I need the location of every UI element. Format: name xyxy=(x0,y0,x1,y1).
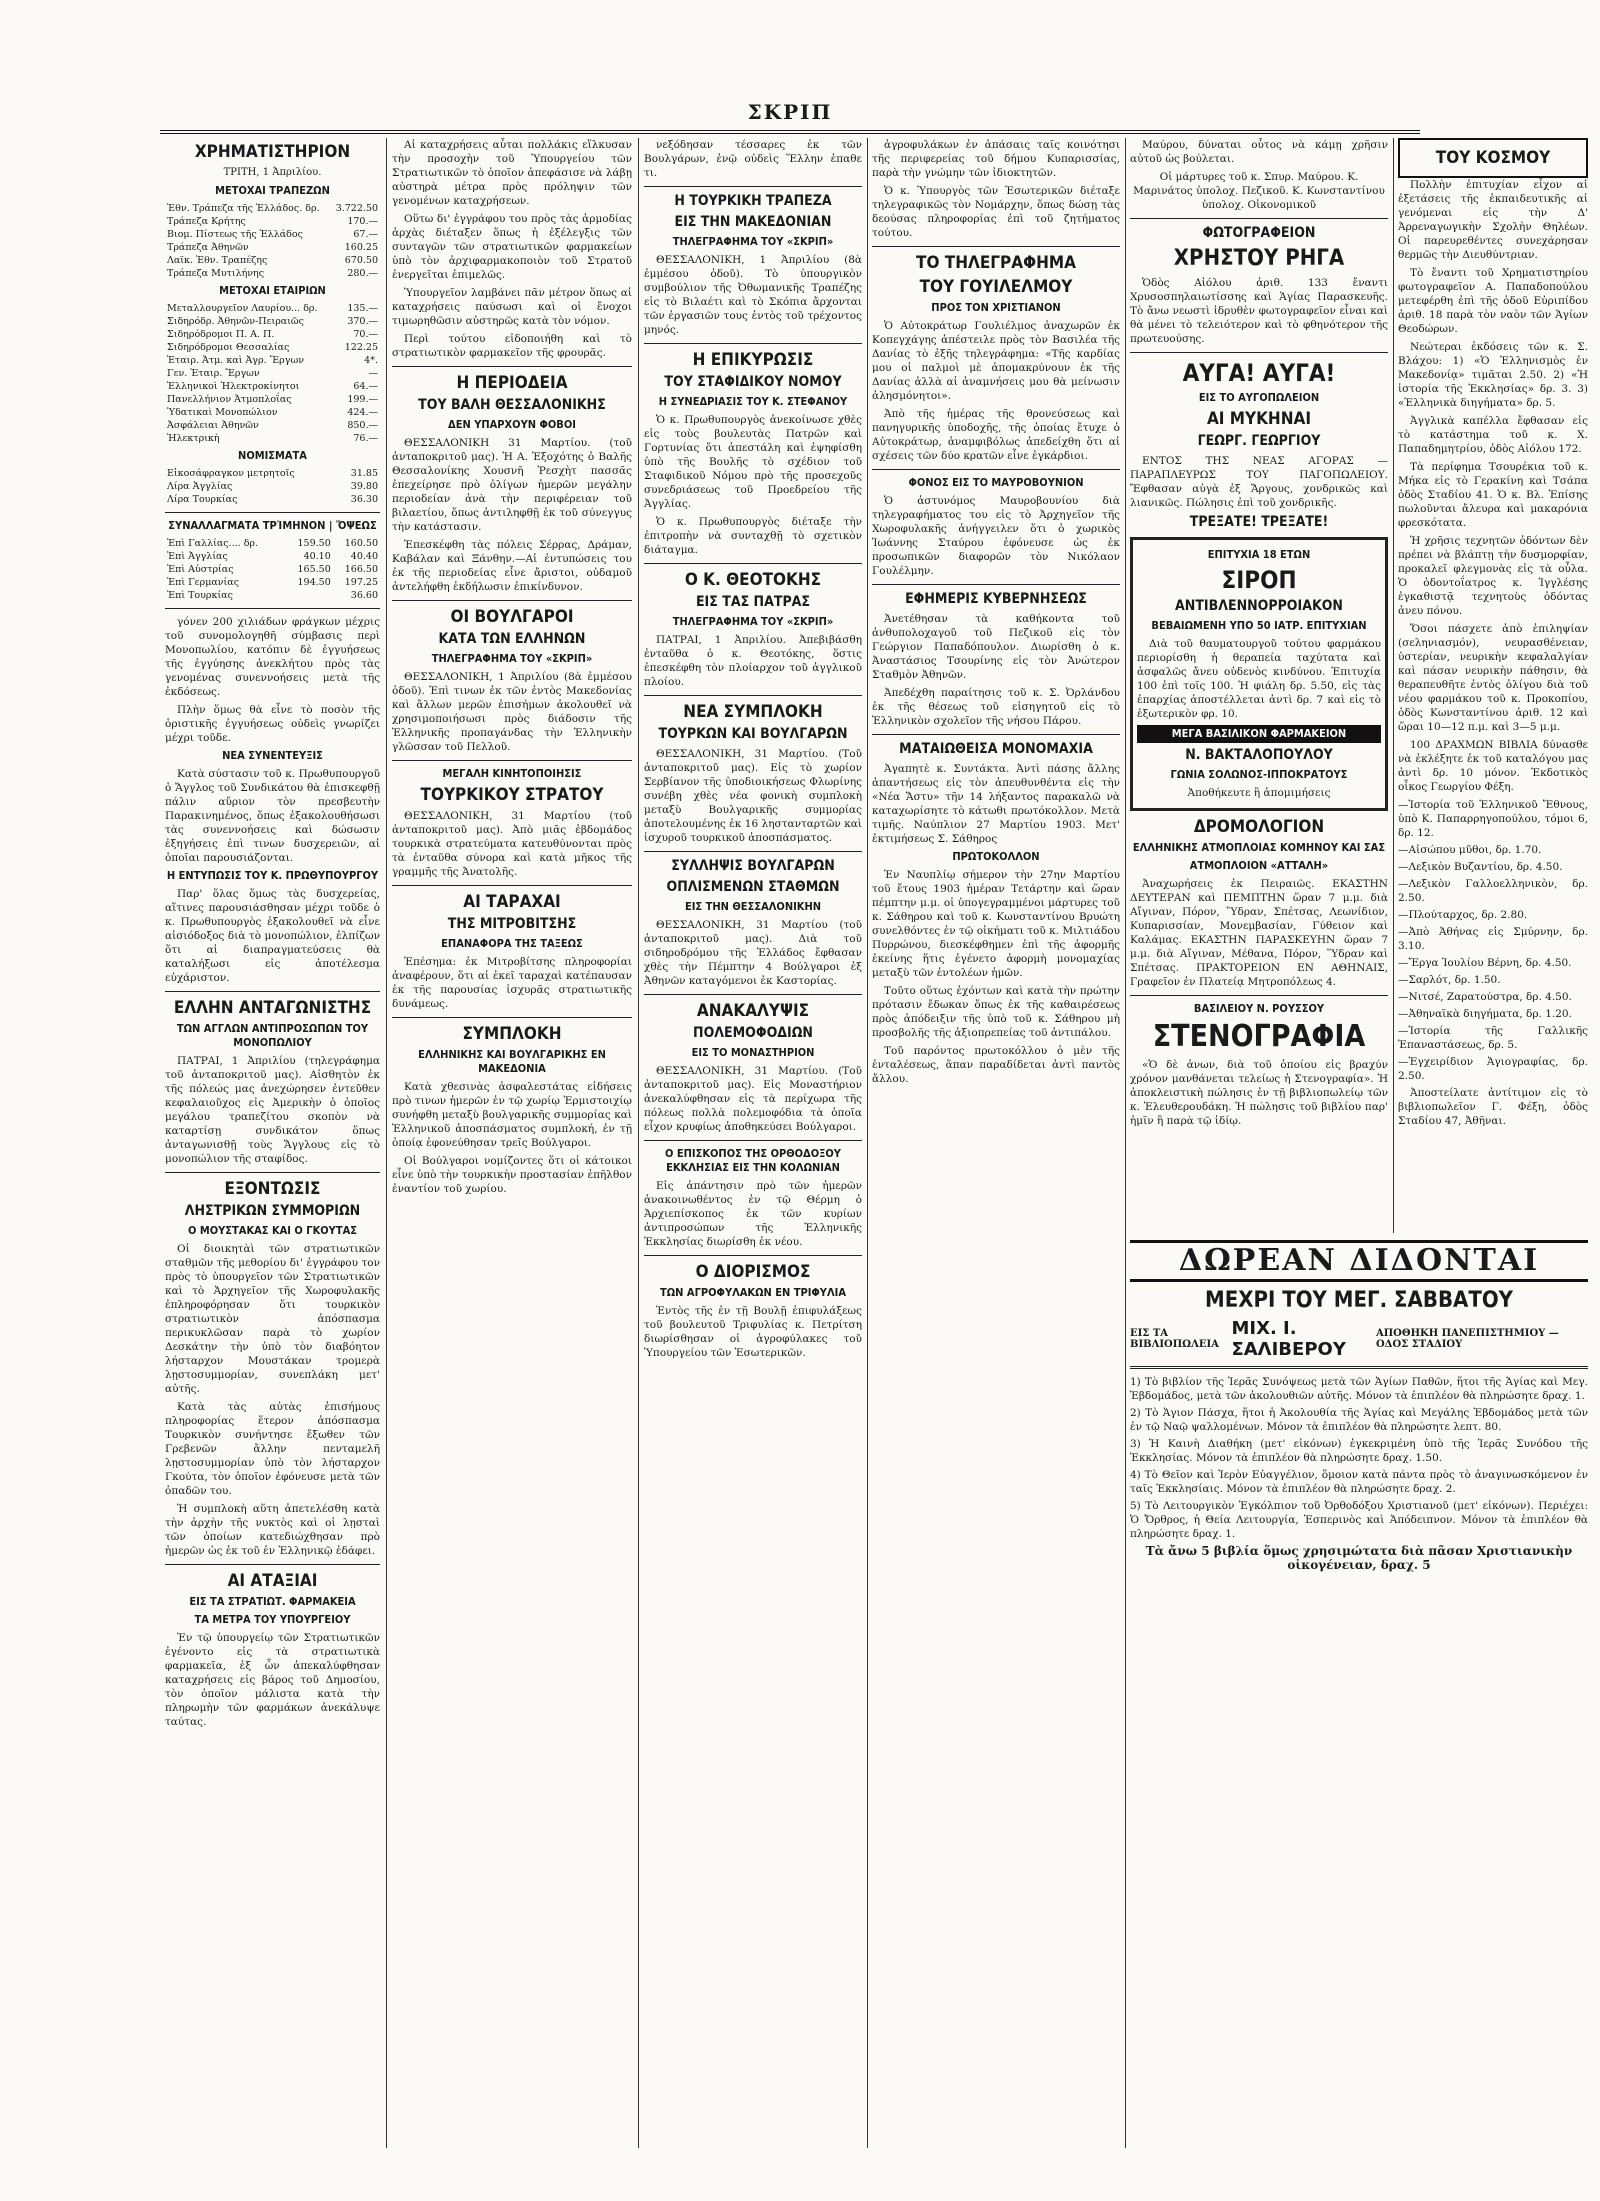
column-divider xyxy=(867,138,868,2148)
table-row xyxy=(165,393,380,406)
column-4 xyxy=(872,138,1120,2158)
section-heading: ΑΝΑΚΑΛΥΨΙΣ xyxy=(696,1001,810,1021)
coins-table xyxy=(165,467,380,506)
section-heading: Ο ΔΙΟΡΙΣΜΟΣ xyxy=(695,1262,811,1282)
row-value: 135.— xyxy=(347,303,378,314)
section-heading: ΦΟΝΟΣ ΕΙΣ ΤΟ ΜΑΥΡΟΒΟΥΝΙΟΝ xyxy=(908,476,1084,489)
section-heading: ΜΕΓΑΛΗ ΚΙΝΗΤΟΠΟΙΗΣΙΣ xyxy=(442,767,582,780)
row-value: 199.— xyxy=(347,394,378,405)
section-heading: ΕΛΛΗΝ ΑΝΤΑΓΩΝΙΣΤΗΣ xyxy=(173,998,372,1018)
market-title: ΧΡΗΜΑΤΙΣΤΗΡΙΟΝ xyxy=(194,142,351,162)
article-text: Νεώτεραι ἐκδόσεις τῶν κ. Σ. Βλάχου: 1) «Ὁ Ἐλληνισμὸς ἐν Μακεδονίᾳ» τιμᾶται 2.50. 2) «Ἡ ἱστορία τῆς Ἐκκλησίας» δρ. 3. 3) «Ἑλληνικὰ διηγήματα» δρ. 5. xyxy=(1398,341,1588,409)
ad-subheading: ΑΝΤΙΒΛΕΝΝΟΡΡΟΙΑΚΟΝ xyxy=(1175,598,1343,614)
section-subheading: ΤΩΝ ΑΓΓΛΩΝ ΑΝΤΙΠΡΟΣΩΠΩΝ ΤΟΥ ΜΟΝΟΠΩΛΙΟΥ xyxy=(176,1022,369,1049)
list-item: —Πλούταρχος, δρ. 2.80. xyxy=(1398,909,1528,921)
article-text: Κατὰ σύστασιν τοῦ κ. Πρωθυπουργοῦ ὁ Ἄγγλος τοῦ Συνδικάτου θὰ ἐπισκεφθῇ πάλιν αὔριον τὸν πρεσβευτὴν Παρακινημένος, ὅπως ἐξακολουθήσωσι τὰς συνεννοήσεις καὶ δώσωσιν ἐξηγήσεις ἐπὶ τινων δυσχερειῶν, αἱ ὁποῖαι παρουσιάζονται. xyxy=(165,768,380,864)
column-divider xyxy=(1393,138,1394,1233)
article-text: Κατὰ τὰς αὐτὰς ἐπισήμους πληροφορίας ἕτερον ἀπόσπασμα Τουρκικὸν συνήντησε ἔξωθεν τῶν Γρεβενῶν ἄλλην πενταμελῆ λῃστοσυμμορίαν ὑπὸ τὸν λήσταρχον Γκούτα, τὸν ὁποῖον ἐφόνευσε μετὰ τῶν ὀπαδῶν του. xyxy=(165,1401,380,1497)
section-subheading: Η ΣΥΝΕΔΡΙΑΣΙΣ ΤΟΥ Κ. ΣΤΕΦΑΝΟΥ xyxy=(658,395,848,408)
row-value xyxy=(286,589,333,602)
ad-publisher: ΜΙΧ. Ι. ΣΑΛΙΒΕΡΟΥ xyxy=(1231,1318,1346,1360)
article-text: Ἡ συμπλοκὴ αὕτη ἀπετελέσθη κατὰ τὴν ἀρχὴν τῆς νυκτὸς καὶ οἱ λῃσταὶ τῶν ὁποίων κατεδιώχθησαν πρὸ ἡμερῶν ὡς ἐκ τοῦ ἐν Ἑλληνικῷ ἐδάφει. xyxy=(165,1503,380,1557)
column-divider xyxy=(1125,138,1126,2148)
table-row xyxy=(165,537,380,550)
list-item: —Αἰσώπου μῦθοι, δρ. 1.70. xyxy=(1398,844,1542,856)
ad-subheading: ΕΛΛΗΝΙΚΗΣ ΑΤΜΟΠΛΟΙΑΣ ΚΟΜΗΝΟΥ ΚΑΙ ΣΑΣ xyxy=(1132,841,1386,854)
article-text: Ἡ χρῆσις τεχνητῶν ὀδόντων δὲν πρέπει νὰ βλάπτῃ τὴν δυσμορφίαν, προκαλεῖ φλεγμονὰς εἰς τὰ οὖλα. Ὁ ὀδοντοΐατρος κ. Ἰγγλέσης ἐγκαθιστᾷ τεχνητοὺς ὀδόντας ἀνευ πόνου. xyxy=(1398,535,1588,617)
table-row xyxy=(165,341,380,354)
section-subheading: ΤΟΥ ΓΟΥΙΛΕΛΜΟΥ xyxy=(919,277,1073,297)
ad-subheading: ΑΙ ΜΥΚΗΝΑΙ xyxy=(1206,409,1312,429)
row-value: 166.50 xyxy=(344,564,378,575)
section-subheading: ΕΛΛΗΝΙΚΗΣ ΚΑΙ ΒΟΥΛΓΑΡΙΚΗΣ ΕΝ ΜΑΚΕΔΟΝΙΑ xyxy=(418,1048,606,1075)
section-heading: Η ΕΠΙΚΥΡΩΣΙΣ xyxy=(692,350,814,370)
section-heading: Ο Κ. ΘΕΟΤΟΚΗΣ xyxy=(684,570,822,590)
table-row xyxy=(165,202,380,215)
row-value: 280.— xyxy=(347,268,378,279)
row-value: 36.60 xyxy=(350,590,378,601)
section-subheading: ΕΠΑΝΑΦΟΡΑ ΤΗΣ ΤΑΞΕΩΣ xyxy=(441,937,583,950)
column-5 xyxy=(1130,138,1388,1228)
row-label: Ἀσφάλειαι Ἀθηνῶν xyxy=(167,420,259,431)
table-row xyxy=(165,576,380,589)
article-text: ΘΕΣΣΑΛΟΝΙΚΗ, 31 Μαρτίου (τοῦ ἀνταποκριτοῦ μας). Διὰ τοῦ σιδηροδρόμου τῆς Ἑλλάδος ἔφθασαν χθὲς τὴν Πέμπτην 4 Βούλγαροι ἐξ Ἀθηνῶν καταγόμενοι ἐκ Καστορίας. xyxy=(644,919,862,987)
section-subheading: ΤΗΣ ΜΙΤΡΟΒΙΤΣΗΣ xyxy=(447,916,577,932)
ad-subheading: ΕΙΣ ΤΟ ΑΥΓΟΠΩΛΕΙΟΝ xyxy=(1198,391,1320,404)
row-label: Σιδηρόδρομοι Θεσσαλίας xyxy=(167,342,290,353)
ad-subheading: ΕΠΙΤΥΧΙΑ 18 ΕΤΩΝ xyxy=(1207,548,1311,561)
row-value: 40.10 xyxy=(303,551,331,562)
table-row xyxy=(165,267,380,280)
article-text: Ὅσοι πάσχετε ἀπὸ ἐπιληψίαν (σεληνιασμόν), νευρασθένειαν, ὑστερίαν, νευρικὴν κεφαλαλγίαν καὶ πάσαν νευρικὴν πάθησιν, θὰ θεραπευθῆτε ἐντὸς ὀλίγου διὰ τοῦ νέου φαρμάκου τοῦ κ. Προκοπίου, ὁδὸς Κωνσταντίνου ἀριθ. 12 καὶ ὥραι 10—12 π.μ. καὶ 3—5 μ.μ. xyxy=(1398,623,1588,733)
article-text: Τοῦτο οὕτως ἐχόντων καὶ κατὰ τὴν πρώτην πρότασιν ἔδωκαν ὅπως ἐκ τῆς καθαιρέσεως πρὸς ἀπόδειξιν τῆς ὑπὸ τοῦ κ. Σάθηρου μὴ προσβολῆς τῆς ἀξιοπρεπείας τοῦ ἀντιπάλου. xyxy=(872,985,1120,1039)
banks-table xyxy=(165,202,380,280)
section-subheading: ΕΙΣ ΤΗΝ ΜΑΚΕΔΟΝΙΑΝ xyxy=(674,214,832,230)
article-text: Ἐπεσκέφθη τὰς πόλεις Σέρρας, Δράμαν, Καβάλαν καὶ Ξάνθην.—Αἱ ἐντυπώσεις του ἐκ τῆς περιοδείας εἶνε ἄριστοι, οὐδαμοῦ ἀντελήφθη ἐκδήλωσιν ἐπικίνδυνον. xyxy=(392,539,632,593)
ad-heading: ΔΩΡΕΑΝ ΔΙΔΟΝΤΑΙ xyxy=(1130,1240,1588,1282)
section-heading: ΟΙ ΒΟΥΛΓΑΡΟΙ xyxy=(450,607,574,627)
masthead-title: ΣΚΡΙΠ xyxy=(747,100,833,124)
article-text: Ὑπουργεῖον λαμβάνει πᾶν μέτρον ὅπως αἱ καταχρήσεις παύσωσι καὶ οἱ ἔνοχοι τιμωρηθῶσιν αὐστηρῶς κατὰ τὸν νόμον. xyxy=(392,287,632,327)
article-text: Οἱ Βούλγαροι νομίζοντες ὅτι οἱ κάτοικοι εἶνε ὑπὸ τὴν τουρκικὴν προστασίαν ἐπῆλθον ἐναντίον τοῦ χωρίου. xyxy=(392,1155,632,1195)
section-heading: ΝΕΑ ΣΥΜΠΛΟΚΗ xyxy=(683,702,823,722)
row-label: Τράπεζα Κρήτης xyxy=(167,216,246,227)
section-subheading: ΠΡΩΤΟΚΟΛΛΟΝ xyxy=(952,850,1040,863)
section-subheading: ΤΟΥ ΣΤΑΦΙΔΙΚΟΥ ΝΟΜΟΥ xyxy=(664,374,842,390)
table-row xyxy=(165,493,380,506)
table-row xyxy=(165,380,380,393)
article-text: Μαύρου, δύναται οὗτος νὰ κάμῃ χρῆσιν αὐτοῦ ὡς βούλεται. xyxy=(1130,139,1388,165)
section-heading: ΣΥΜΠΛΟΚΗ xyxy=(462,1024,562,1044)
row-label: Ἐπὶ Γερμανίας xyxy=(167,577,240,588)
banks-heading: ΜΕΤΟΧΑΙ ΤΡΑΠΕΖΩΝ xyxy=(215,184,330,197)
section-subheading: Ο ΜΟΥΣΤΑΚΑΣ ΚΑΙ Ο ΓΚΟΥΤΑΣ xyxy=(187,1224,358,1237)
ad-subheading: ΓΩΝΙΑ ΣΟΛΩΝΟΣ-ΙΠΠΟΚΡΑΤΟΥΣ xyxy=(1170,768,1348,781)
list-item: —Ἱστορία τῆς Γαλλικῆς Ἐπαναστάσεως, δρ. 5. xyxy=(1398,1025,1588,1051)
section-subheading: ΕΙΣ ΤΑΣ ΠΑΤΡΑΣ xyxy=(695,594,811,610)
section-subheading: ΚΑΤΑ ΤΩΝ ΕΛΛΗΝΩΝ xyxy=(438,631,586,647)
article-text: Τοῦ παρόντος πρωτοκόλλου ὁ μὲν τῆς ἐνταλέσεως, ἅπαν παραδίδεται ἀντὶ παντὸς ἄλλου. xyxy=(872,1045,1120,1085)
book-list xyxy=(1398,798,1588,1083)
row-value: 40.40 xyxy=(350,551,378,562)
ad-heading: ΧΡΗΣΤΟΥ ΡΗΓΑ xyxy=(1173,246,1345,271)
section-heading: ΝΕΑ ΣΥΝΕΝΤΕΥΞΙΣ xyxy=(222,749,323,762)
article-text: Ἀγαπητὲ κ. Συντάκτα. Ἀντὶ πάσης ἄλλης ἀπαντήσεως εἰς τὸν ἀπευθυνθέντα εἰς τὴν «Νέα Ἄστυ» τῆν 14 λήξαντος παρακαλῶ νὰ καταχωρίσητε τὸ κάτωθι πρωτόκολλον. Μετὰ τιμῆς. Ναύπλιον 27 Μαρτίου 1903. Μετ' ἐκτιμήσεως Σ. Σάθηρος xyxy=(872,763,1120,845)
table-row xyxy=(165,467,380,480)
article-text: Ἀγγλικὰ καπέλλα ἔφθασαν εἰς τὸ κατάστημα τοῦ κ. Χ. Παπαδημητρίου, ὁδὸς Αἰόλου 172. xyxy=(1398,415,1588,455)
section-subheading: ΤΟΥΡΚΙΚΟΥ ΣΤΡΑΤΟΥ xyxy=(420,785,604,805)
article-text: Κατὰ χθεσινὰς ἀσφαλεστάτας εἰδήσεις πρὸ τινων ἡμερῶν ἐν τῷ χωρίῳ Ἐρμιστοιχίῳ συνήφθη μεταξὺ βουλγαρικῆς συμμορίας καὶ Ἑλληνικοῦ ἀποσπάσματος συμπλοκή, ἐν τῇ ὁποίᾳ ἐφονεύθησαν τρεῖς Βούλγαροι. xyxy=(392,1081,632,1149)
section-heading: ΤΟ ΤΗΛΕΓΡΑΦΗΜΑ xyxy=(916,253,1076,273)
column-divider xyxy=(386,138,387,2148)
list-item: 4) Τὸ Θεῖον καὶ Ἱερὸν Εὐαγγέλιον, ὅμοιον κατὰ πάντα πρὸς τὸ ἀναγινωσκόμενον ἐν ταῖς Ἐκκλησίαις. Μόνον τὰ ἐπιπλέον θὰ πληρώσητε δραχ. 2. xyxy=(1130,1469,1588,1495)
table-row xyxy=(165,589,380,602)
section-heading: ΣΥΛΛΗΨΙΣ ΒΟΥΛΓΑΡΩΝ xyxy=(671,858,835,874)
article-text: Ἀπὸ τῆς ἡμέρας τῆς θρονεύσεως καὶ πανηγυρικῆς ὑποδοχῆς, τῆς ὁποίας ἔτυχε ὁ Αὐτοκράτωρ, ἀναμφιβόλως ἀπεδείχθη ὅτι αἱ σχέσεις τῶν δύο κρατῶν εἶνε ἐγκάρδιοι. xyxy=(872,408,1120,462)
table-row xyxy=(165,550,380,563)
market-date: ΤΡΙΤΗ, 1 Ἀπριλίου. xyxy=(223,167,322,178)
section-subheading: ΤΗΛΕΓΡΑΦΗΜΑ ΤΟΥ «ΣΚΡΙΠ» xyxy=(672,235,834,248)
list-item: 3) Ἡ Καινὴ Διαθήκη (μετ' εἰκόνων) ἐγκεκριμένη ὑπὸ τῆς Ἱερᾶς Συνόδου τῆς Ἐκκλησίας. Μόνον τὰ ἐπιπλέον θὰ πληρώσητε δραχ. 1.50. xyxy=(1130,1438,1588,1464)
section-subheading: ΠΡΟΣ ΤΟΝ ΧΡΙΣΤΙΑΝΟΝ xyxy=(931,301,1061,314)
row-label: Ἐπὶ Ἀγγλίας xyxy=(167,551,228,562)
section-subheading: ΤΩΝ ΑΓΡΟΦΥΛΑΚΩΝ ΕΝ ΤΡΙΦΥΛΙΑ xyxy=(660,1286,846,1299)
section-subheading: ΕΙΣ ΤΑ ΣΤΡΑΤΙΩΤ. ΦΑΡΜΑΚΕΙΑ xyxy=(189,1595,356,1608)
companies-table xyxy=(165,302,380,445)
table-row xyxy=(165,254,380,267)
section-heading: ΤΟΥ ΚΟΣΜΟΥ xyxy=(1435,148,1551,168)
ad-text: Ἀποθήκευτε ἢ ἀπομιμήσεις xyxy=(1187,787,1331,799)
section-subheading: ΛΗΣΤΡΙΚΩΝ ΣΥΜΜΟΡΙΩΝ xyxy=(184,1203,361,1219)
column-6 xyxy=(1398,138,1588,1228)
ad-syrup-box xyxy=(1130,537,1388,811)
section-subheading: ΤΗΛΕΓΡΑΦΗΜΑ ΤΟΥ «ΣΚΡΙΠ» xyxy=(672,615,834,628)
table-row xyxy=(165,480,380,493)
list-item: —Ἐγχειρίδιον Ἁγιογραφίας, δρ. 2.50. xyxy=(1398,1056,1588,1082)
row-label: Ἐθν. Τράπεζα τῆς Ἑλλάδος. δρ. xyxy=(167,203,320,214)
section-subheading: ΤΗΛΕΓΡΑΦΗΜΑ ΤΟΥ «ΣΚΡΙΠ» xyxy=(431,652,593,665)
row-value: 850.— xyxy=(347,420,378,431)
section-subheading: ΕΙΣ ΤΗΝ ΘΕΣΣΑΛΟΝΙΚΗΝ xyxy=(684,900,822,913)
companies-heading: ΜΕΤΟΧΑΙ ΕΤΑΙΡΙΩΝ xyxy=(219,284,326,297)
list-item: 1) Τὸ βιβλίον τῆς Ἱερᾶς Συνόψεως μετὰ τῶν Ἁγίων Παθῶν, ἥτοι τῆς Ἁγίας καὶ Μεγ. Ἑβδομάδος, μετὰ τῶν ἀκολουθιῶν αὐτῆς. Μόνον τὰ ἐπιπλέον θὰ πληρώσητε δραχ. 1. xyxy=(1130,1376,1588,1402)
row-label: Σιδηρόδρ. Ἀθηνῶν-Πειραιῶς xyxy=(167,316,305,327)
list-item: 2) Τὸ Ἁγιον Πάσχα, ἥτοι ἡ Ἀκολουθία τῆς Ἁγίας καὶ Μεγάλης Ἑβδομάδος μετὰ τῶν ἐν τῷ Ναῷ ψαλλομένων. Μόνον τὰ ἐπιπλέον θὰ πληρώσητε λεπτ. 80. xyxy=(1130,1407,1588,1433)
table-row xyxy=(165,367,380,380)
article-text: 100 ΔΡΑΧΜΩΝ ΒΙΒΛΙΑ δύνασθε νὰ ἐκλέξητε ἐκ τοῦ καταλόγου μας ἀντὶ δρ. 10 μόνον. Ἐκδοτικὸς οἶκος Γεωργίου Φέξη. xyxy=(1398,739,1588,793)
section-subheading: ΤΑ ΜΕΤΡΑ ΤΟΥ ΥΠΟΥΡΓΕΙΟΥ xyxy=(194,1613,351,1626)
column-2 xyxy=(392,138,632,2158)
row-label: Ἐπὶ Τουρκίας xyxy=(167,590,233,601)
row-label: Ἑλληνικοὶ Ἠλεκτροκίνητοι xyxy=(167,381,300,392)
article-text: Αἱ καταχρήσεις αὗται πολλάκις εἵλκυσαν τὴν προσοχὴν τοῦ Ὑπουργείου τῶν Στρατιωτικῶν τὸ ὁποῖον ἀπεφάσισε νὰ λάβῃ αὐστηρὰ μέτρα πρὸς πρόληψιν τῶν γενομένων καταχρήσεων. xyxy=(392,139,632,207)
article-text: ΠΑΤΡΑΙ, 1 Ἀπριλίου. Ἀπεβιβάσθη ἐνταῦθα ὁ κ. Θεοτόκης, ὅστις ἐπεσκέφθη τὸν πλοίαρχον τοῦ ἀγγλικοῦ πλοίου. xyxy=(644,634,862,688)
row-value: 194.50 xyxy=(297,577,331,588)
row-value: 370.— xyxy=(347,316,378,327)
article-text: Ὁ κ. Πρωθυπουργὸς ἀνεκοίνωσε χθὲς εἰς τοὺς βουλευτὰς Πατρῶν καὶ Γορτυνίας ὅτι ἀπεστάλη καὶ ἐψηφίσθη ὑπὸ τῆς Βουλῆς τὸ σχέδιον τοῦ Σταφιδικοῦ Νόμου πρὸ τῆς προσεχοῦς συνεδριάσεως τοῦ Προεδρείου τῆς Ἀγγλίας. xyxy=(644,414,862,510)
row-value: 64.— xyxy=(353,381,378,392)
row-label: Ἐπὶ Αὐστρίας xyxy=(167,564,234,575)
article-text: ΘΕΣΣΑΛΟΝΙΚΗ, 1 Ἀπριλίου (8ὰ ἐμμέσου ὁδοῦ). Τὸ ὑπουργικὸν συμβούλιον τῆς Ὀθωμανικῆς Τραπέζης εἰς τὸ Βιλαέτι καὶ τὸ Σκόπια ἄρχονται τῶν ἐργασιῶν τους ἐντὸς τοῦ τρέχοντος μηνός. xyxy=(644,254,862,336)
row-label: Εἰκοσάφραγκον μετρητοῖς xyxy=(167,468,295,479)
row-value: 197.25 xyxy=(344,577,378,588)
section-heading: ΜΑΤΑΙΩΘΕΙΣΑ ΜΟΝΟΜΑΧΙΑ xyxy=(899,741,1093,757)
ad-subheading: ΜΕΧΡΙ ΤΟΥ ΜΕΓ. ΣΑΒΒΑΤΟΥ xyxy=(1205,1288,1513,1313)
ad-byline-left: ΕΙΣ ΤΑ ΒΙΒΛΙΟΠΩΛΕΙΑ xyxy=(1130,1328,1219,1350)
ad-text: Διὰ τοῦ θαυματουργοῦ τούτου φαρμάκου περιορίσθη ἡ θεραπεία ταχύτατα καὶ ἀσφαλῶς ἄνευ οὐδενὸς κινδύνου. Ἐπιτυχία 100 ἐπὶ τοῖς 100. Ἡ φιάλη δρ. 5.50, εἰς τὰς ἐπαρχίας ἀποστέλλεται ἀντὶ δρ. 7 καὶ εἰς τὸ ἐξωτερικὸν φρ. 10. xyxy=(1137,638,1381,720)
article-text: Οἱ διοικητὰὶ τῶν στρατιωτικῶν σταθμῶν τῆς μεθορίου δι' ἐγγράφου τον πρὸς τὸ ὑπουργεῖον τῶν Στρατιωτικῶν καὶ τὸ Ἀρχηγεῖον τῆς Χωροφυλακῆς ἐπληροφόρησαν ὅτι τουρκικὸν στρατιωτικὸν ἀπόσπασμα περικυκλῶσαν παρὰ τὸ χωρίον Δεσκάτην τὴν ὑπὸ τὸν διαβόητον λήσταρχον Μουστάκαν τρομερὰ λῃστοσυμμορίαν, συνεπλάκη μετ' αὐτῆς. xyxy=(165,1243,380,1395)
row-label: Γεν. Ἑταιρ. Ἔργων xyxy=(167,368,260,379)
section-subheading: ΤΟΥΡΚΩΝ ΚΑΙ ΒΟΥΛΓΑΡΩΝ xyxy=(658,726,848,742)
article-text: Οὕτω δι' ἐγγράφου του πρὸς τὰς ἁρμοδίας ἀρχὰς διέταξεν ὅπως ἡ ἐξέλεγξις τῶν συνταγῶν τῶν στρατιωτικῶν φαρμακείων ὑπὸ τὸν ἀρχιφαρμακοποιὸν τοῦ Στρατοῦ ἐνεργεῖται ἐπιμελῶς. xyxy=(392,213,632,281)
row-value: 76.— xyxy=(353,433,378,444)
fx-table xyxy=(165,537,380,602)
table-row xyxy=(165,419,380,432)
ad-heading: ΣΤΕΝΟΓΡΑΦΙΑ xyxy=(1152,1019,1366,1054)
ad-subheading: ΒΑΣΙΛΕΙΟΥ Ν. ΡΟΥΣΣΟΥ xyxy=(1193,1002,1325,1015)
row-value: 670.50 xyxy=(344,255,378,266)
row-label: Ὑδατικαὶ Μονοπώλιον xyxy=(167,407,278,418)
article-text: Ἐπέσημα: ἐκ Μιτροβίτσης πληροφορίαι ἀναφέρουν, ὅτι αἱ ἐκεῖ ταραχαὶ κατέπαυσαν ἐκ τῆς παρουσίας ἰσχυρᾶς στρατιωτικῆς δυνάμεως. xyxy=(392,956,632,1010)
row-label: Μεταλλουργεῖον Λαυρίου... δρ. xyxy=(167,303,318,314)
ad-byline-row xyxy=(1130,1318,1588,1360)
section-subheading: ΟΠΛΙΣΜΕΝΩΝ ΣΤΑΘΜΩΝ xyxy=(666,879,840,895)
row-value: 39.80 xyxy=(350,481,378,492)
column-1 xyxy=(165,138,380,2158)
masthead xyxy=(160,100,1420,134)
table-row xyxy=(165,315,380,328)
row-value: 4*. xyxy=(364,355,378,366)
article-text: ΘΕΣΣΑΛΟΝΙΚΗ, 31 Μαρτίου. (Τοῦ ἀνταποκριτοῦ μας). Εἰς τὸ χωρίον Σερβίανον τῆς ὑποδιοικήσεως Φλωρίνης συνέβη χθὲς νέα φονικὴ συμπλοκὴ μεταξὺ Βουλγαρικῆς συμμορίας ἀποτελουμένης ἐκ 16 ληστανταρτῶν καὶ ἰσχυροῦ τουρκικοῦ ἀποσπάσματος. xyxy=(644,748,862,844)
free-books-ad xyxy=(1130,1240,1588,1576)
list-item: —Λεξικὸν Βυζαντίου, δρ. 4.50. xyxy=(1398,861,1563,873)
row-label: Λίρα Τουρκίας xyxy=(167,494,238,505)
article-text: ΘΕΣΣΑΛΟΝΙΚΗ 31 Μαρτίου. (τοῦ ἀνταποκριτοῦ μας). Ἡ Α. Ἐξοχότης ὁ Βαλῆς Θεσσαλονίκης Χουσνῆ Ῥεσχὴτ πασσᾶς ἐπεχείρησε πρὸ ὀλίγων ἡμερῶν μεγάλην περιοδείαν ἀνὰ τὴν περιφέρειαν τοῦ βιλαετίου, ὅπως ἀντιληφθῇ ἐκ τοῦ σύνεγγυς τὴν κατάστασιν. xyxy=(392,437,632,533)
article-text: Ἐν Ναυπλίῳ σήμερον τὴν 27ην Μαρτίου τοῦ ἔτους 1903 ἡμέραν Τετάρτην καὶ ὥραν πέμπτην μ.μ. οἱ ὑπογεγραμμένοι μάρτυρες τοῦ κ. Σάθηρου καὶ τοῦ κ. Κωνσταντίνου Βρυώτη συνελθόντες ἐν τῷ οἰκήματι τοῦ κ. Μιλτιάδου Πυρρώνου, διεσκέφθημεν ἐπὶ τῆς ἀφορμῆς ἐκείνης ἥτις ἐγένετο ἀφορμὴ μονομαχίας μεταξὺ τῶν ἐντολέων ἡμῶν. xyxy=(872,869,1120,979)
section-heading: ΑΙ ΤΑΡΑΧΑΙ xyxy=(463,892,561,912)
signatures: Οἱ μάρτυρες τοῦ κ. Σπυρ. Μαύρου. Κ. Μαρινάτος ὑπολοχ. Πεζικοῦ. Κ. Κωνσταντίνου ὑπολοχ. Οἰκονομικοῦ xyxy=(1133,171,1385,211)
article-text: Ἀποστείλατε ἀντίτιμον εἰς τὸ βιβλιοπωλεῖον Γ. Φέξη, ὁδὸς Σταδίου 47, Ἀθῆναι. xyxy=(1398,1087,1588,1127)
row-value: 70.— xyxy=(353,329,378,340)
ad-text: ΕΝΤΟΣ ΤΗΣ ΝΕΑΣ ΑΓΟΡΑΣ — ΠΑΡΑΠΛΕΥΡΩΣ ΤΟΥ ΠΑΓΟΠΩΛΕΙΟΥ. Ἔφθασαν αὐγὰ ἐξ Ἄργους, χονδρικῶς καὶ λιανικῶς. Πώλησις ἐπὶ τοῦ χονδρικῆς. xyxy=(1130,455,1388,509)
coins-heading: ΝΟΜΙΣΜΑΤΑ xyxy=(238,449,307,462)
table-row xyxy=(165,328,380,341)
ad-footer: Τὰ ἄνω 5 βιβλία ὅμως χρησιμώτατα διὰ πᾶσαν Χριστιανικὴν οἰκογένειαν, δραχ. 5 xyxy=(1145,1544,1573,1572)
list-item: —Λεξικὸν Γαλλοελληνικὸν, δρ. 2.50. xyxy=(1398,878,1588,904)
article-text: Εἰς ἀπάντησιν πρὸ τῶν ἡμερῶν ἀνακοινωθέντος ἐν τῷ Θέρμη ὁ Ἀρχιεπίσκοπος ἐκ τῶν κυρίων ἀντιπροσώπων τῆς Ἑλληνικῆς Ἐκκλησίας διωρίσθη ἐκ νέου. xyxy=(644,1180,862,1248)
article-text: Ὁ κ. Ὑπουργὸς τῶν Ἐσωτερικῶν διέταξε τηλεγραφικῶς τὸν Νομάρχην, ὅπως δώσῃ τὰς δεούσας πληροφορίας ἐπὶ τοῦ ζητήματος τούτου. xyxy=(872,185,1120,239)
row-label: Σιδηρόδρομοι Π. Α. Π. xyxy=(167,329,275,340)
article-text: γόνεν 200 χιλιάδων φράγκων μέχρις τοῦ συνομολογηθῆ σύμβασις περὶ Μονοπωλίου, κατόπιν δὲ ἐγγυήσεως τῆς ἐγγύησης ἀνεκλήτου πρὸς τὰς γενομένας συνεννοήσεις μετὰ τῆς ἐκδόσεως. xyxy=(165,616,380,698)
list-item: —Νιτσέ, Ζαρατούστρα, δρ. 4.50. xyxy=(1398,991,1572,1003)
section-subheading: ΠΟΛΕΜΟΦΟΔΙΩΝ xyxy=(693,1025,813,1041)
ad-heading: ΑΥΓΑ! ΑΥΓΑ! xyxy=(1182,359,1336,387)
article-text: Ὁ ἀστυνόμος Μαυροβουνίου διὰ τηλεγραφήματος του εἰς τὸ Ἀρχηγεῖον τῆς Χωροφυλακῆς ἀνήγγειλεν ὅτι ὁ χωρικὸς Ἰωάννης Σταύρου ἐφόνευσε ὡς ἐκ προσωπικῶν διαφορῶν τὸν Νικόλαον Γουλέλμην. xyxy=(872,495,1120,577)
ad-subheading: ΜΕΓΑ ΒΑΣΙΛΙΚΟΝ ΦΑΡΜΑΚΕΙΟΝ xyxy=(1137,725,1381,743)
article-text: νεξόδησαν τέσσαρες ἐκ τῶν Βουλγάρων, ἐνῷ οὐδεὶς Ἕλλην ἐπαθε τι. xyxy=(644,139,862,179)
row-value: 31.85 xyxy=(350,468,378,479)
row-value: 424.— xyxy=(347,407,378,418)
section-subheading: ΔΕΝ ΥΠΑΡΧΟΥΝ ΦΟΒΟΙ xyxy=(448,418,576,431)
article-text: ΠΑΤΡΑΙ, 1 Ἀπριλίου (τηλεγράφημα τοῦ ἀνταποκριτοῦ μας). Αἰσθητὸν ἐκ τῆς πόλεώς μας ἀνεχώρησεν ἐντεῦθεν κεφαλαιοῦχος εἰς Ἀμερικὴν ὁ ὁποῖος μεγάλου τραπεζίτου σκοπὸν νὰ καταρτίσῃ συνδικάτον ὅπως ἀνταγωνισθῇ τοὺς Ἄγγλους εἰς τὸ μονοπώλιον τῆς σταφίδος. xyxy=(165,1055,380,1165)
row-label: Ἐπὶ Γαλλίας.... δρ. xyxy=(167,538,259,549)
ad-heading: ΔΡΟΜΟΛΟΓΙΟΝ xyxy=(1193,817,1325,837)
section-heading: Η ΕΝΤΥΠΩΣΙΣ ΤΟΥ Κ. ΠΡΩΘΥΠΟΥΡΓΟΥ xyxy=(166,869,379,882)
row-value: 3.722.50 xyxy=(335,203,378,214)
article-text: ΘΕΣΣΑΛΟΝΙΚΗ, 1 Ἀπριλίου (8ὰ ἐμμέσου ὁδοῦ). Ἐπὶ τινων ἐκ τῶν ἐντὸς Μακεδονίας καὶ ἄλλων μερῶν ἐπισήμων ἀκολουθεῖ νὰ χρησιμοποιήσωσι πρὸς διάδοσιν τῆς Ἑλληνικῆς προπαγάνδας τὴν Ἑλληνικὴν γλῶσσαν τοῦ Πελλοῦ. xyxy=(392,671,632,753)
ad-byline-right: ΑΠΟΘΗΚΗ ΠΑΝΕΠΙΣΤΗΜΙΟΥ — ΟΔΟΣ ΣΤΑΔΙΟΥ xyxy=(1375,1328,1559,1350)
row-label: Λίρα Ἀγγλίας xyxy=(167,481,233,492)
section-heading: ΑΙ ΑΤΑΞΙΑΙ xyxy=(227,1571,318,1591)
article-text: ἀγροφυλάκων ἐν ἁπάσαις ταῖς κοινότησι τῆς περιφερείας τοῦ δήμου Κυπαρισσίας, παρὰ τὴν γνώμην τῶν ἰδιοκτητῶν. xyxy=(872,139,1120,179)
table-row xyxy=(165,241,380,254)
list-item: —Ἱστορία τοῦ Ἑλληνικοῦ Ἔθνους, ὑπὸ Κ. Παπαρρηγοπούλου, τόμοι 6, δρ. 12. xyxy=(1398,799,1588,839)
column-3 xyxy=(644,138,862,2158)
ad-heading: ΤΡΕΞΑΤΕ! ΤΡΕΞΑΤΕ! xyxy=(1189,514,1329,530)
article-text: Ὁ κ. Πρωθυπουργὸς διέταξε τὴν ἐπιτροπὴν νὰ συνταχθῇ τὸ σχετικὸν διάταγμα. xyxy=(644,516,862,556)
section-subheading: ΕΙΣ ΤΟ ΜΟΝΑΣΤΗΡΙΟΝ xyxy=(691,1046,815,1059)
article-text: ΘΕΣΣΑΛΟΝΙΚΗ, 31 Μαρτίου (τοῦ ἀνταποκριτοῦ μας). Ἀπὸ μιᾶς ἑβδομάδος τουρκικὰ στρατεύματα κατευθύνονται πρὸς τὰ ἐνταῦθα σύνορα καὶ κατὰ μῆκος τῆς γραμμῆς τῆς Ἀνατολῆς. xyxy=(392,810,632,878)
row-value: 160.50 xyxy=(344,538,378,549)
ad-text: Ὁδὸς Αἰόλου ἀριθ. 133 ἔναντι Χρυσοσπηλαιωτίσσης καὶ Ἁγίας Παρασκευῆς. Τὸ ἄνω νεωστὶ ἱδρυθὲν φωτογραφεῖον εἶναι καὶ θὰ μένει τὸ τελειότερον καὶ τὸ φθηνότερον τῆς πρωτευούσης. xyxy=(1130,277,1388,345)
table-row xyxy=(165,432,380,445)
ad-subheading: ΑΤΜΟΠΛΟΙΟΝ «ΑΤΤΑΛΗ» xyxy=(1189,859,1329,872)
table-row xyxy=(165,302,380,315)
list-item: 5) Τὸ Λειτουργικὸν Ἐγκόλπιον τοῦ Ὀρθοδόξου Χριστιανοῦ (μετ' εἰκόνων). Περιέχει: Ὁ Ὄρθρος, ἡ Θεία Λειτουργία, Ἑσπερινὸς καὶ Ἀπόδειπνον. Μόνον τὰ ἐπιπλέον θὰ πληρώσητε δραχ. 1. xyxy=(1130,1500,1588,1540)
row-value: 67.— xyxy=(353,229,378,240)
ad-subheading: ΒΕΒΑΙΩΜΕΝΗ ΥΠΟ 50 ΙΑΤΡ. ΕΠΙΤΥΧΙΑΝ xyxy=(1151,619,1367,632)
article-text: Ἀπεδέχθη παραίτησις τοῦ κ. Σ. Ὀρλάνδου ἐκ τῆς θέσεως τοῦ εἰσηγητοῦ εἰς τὸ Ἑλληνικὸν σχολεῖον τῆς νήσου Πάρου. xyxy=(872,687,1120,727)
article-text: Πολλὴν ἐπιτυχίαν εἶχον αἱ ἐξετάσεις τῆς ἐκπαιδευτικῆς αἱ γενόμεναι εἰς τὴν Δ' Ἀρρεναγωγικὴν Σχολὴν Θηλέων. Οἱ παρευρεθέντες συνεχάρησαν θερμῶς τὴν Διευθύντριαν. xyxy=(1398,179,1588,261)
table-row xyxy=(165,406,380,419)
row-label: Πανελλήνιον Ἀτμοπλοΐας xyxy=(167,394,292,405)
article-text: Τὰ περίφημα Τσουρέκια τοῦ κ. Μήκα εἰς τὸ Γερακίνη καὶ Τσάπα ὁδὸς Σταδίου 41. Ὁ κ. Βλ. Ἐπίσης πωλοῦνται ἄλευρα καὶ μακαρόνια φρεσκότατα. xyxy=(1398,461,1588,529)
ad-heading: ΣΙΡΟΠ xyxy=(1221,566,1297,594)
ad-subheading: ΓΕΩΡΓ. ΓΕΩΡΓΙΟΥ xyxy=(1197,433,1321,449)
row-value: 165.50 xyxy=(297,564,331,575)
ad-heading: ΦΩΤΟΓΡΑΦΕΙΟΝ xyxy=(1202,225,1316,241)
row-label: Τράπεζα Μυτιλήνης xyxy=(167,268,265,279)
row-value: — xyxy=(368,368,378,379)
section-heading: ΕΦΗΜΕΡΙΣ ΚΥΒΕΡΝΗΣΕΩΣ xyxy=(905,591,1087,607)
article-text: Περὶ τούτου εἰδοποιήθη καὶ τὸ στρατιωτικὸν φαρμακεῖον τῆς φρουρᾶς. xyxy=(392,333,632,359)
row-value: 122.25 xyxy=(344,342,378,353)
list-item: —Ἀθηναϊκὰ διηγήματα, δρ. 1.20. xyxy=(1398,1008,1572,1020)
row-value: 160.25 xyxy=(344,242,378,253)
article-text: Παρ' ὅλας ὅμως τὰς δυσχερείας, αἵτινες παρουσιάσθησαν μέχρι τοῦδε ὁ κ. Πρωθυπουργὸς ἐξακολουθεῖ νὰ εἶνε αἰσιόδοξος διὰ τὸ μονοπώλιον, ἐλπίζων ὅτι αἱ διαπραγματεύσεις θὰ καταλήξωσι εἰς ἀποτέλεσμα εὐχάριστον. xyxy=(165,888,380,984)
column-divider xyxy=(638,138,639,2148)
fx-heading: ΣΥΝΑΛΛΑΓΜΑΤΑ ΤΡΊΜΗΝΟΝ | ὌΨΕΩΣ xyxy=(168,519,377,532)
row-label: Τράπεζα Ἀθηνῶν xyxy=(167,242,249,253)
article-text: ΘΕΣΣΑΛΟΝΙΚΗ, 31 Μαρτίου. (Τοῦ ἀνταποκριτοῦ μας). Εἰς Μοναστήριον ἀνεκαλύφθησαν εἰς τὰ περίχωρα τῆς πόλεως πολλὰ πολεμοφόδια τὰ ὁποῖα εἶχον κρυφίως ἀποθηκεύσει Βούλγαροι. xyxy=(644,1065,862,1133)
row-value: 170.— xyxy=(347,216,378,227)
section-heading: Η ΤΟΥΡΚΙΚΗ ΤΡΑΠΕΖΑ xyxy=(674,193,832,209)
section-heading: ΕΞΟΝΤΩΣΙΣ xyxy=(224,1179,321,1199)
table-row xyxy=(165,563,380,576)
row-label: Λαϊκ. Ἐθν. Τραπέζης xyxy=(167,255,268,266)
section-heading: Ο ΕΠΙΣΚΟΠΟΣ ΤΗΣ ΟΡΘΟΔΟΞΟΥ ΕΚΚΛΗΣΙΑΣ ΕΙΣ ΤΗΝ ΚΟΛΩΝΙΑΝ xyxy=(665,1147,841,1174)
ad-text: Ἀναχωρήσεις ἐκ Πειραιῶς. ΕΚΑΣΤΗΝ ΔΕΥΤΕΡΑΝ καὶ ΠΕΜΠΤΗΝ ὥραν 7 μ.μ. διὰ Αἴγιναν, Πόρον, Ὕδραν, Σπέτσας, Λεωνίδιον, Κυπαρισσίαν, Μονεμβασίαν, Γύθειον καὶ Καλάμας. ΕΚΑΣΤΗΝ ΠΑΡΑΣΚΕΥΗΝ ὥραν 7 μ.μ. διὰ Αἴγιναν, Μέθανα, Πόρον, Ὕδραν καὶ Σπέτσας. ΠΡΑΚΤΟΡΕΙΟΝ ΕΝ ΑΘΗΝΑΙΣ, Γραφεῖον ἐν Πλατείᾳ Μητροπόλεως 4. xyxy=(1130,878,1388,988)
article-text: Ἐν τῷ ὑπουργείῳ τῶν Στρατιωτικῶν ἐγένοντο εἰς τὰ στρατιωτικὰ φαρμακεῖα, ἐξ ὧν ἀπεκαλύφθησαν καταχρήσεις εἰς βάρος τοῦ Δημοσίου, τὸν ὁποῖον μάλιστα κατὰ τὴν πληρωμὴν τῶν φαρμάκων ἀνεκάλυψε ταύτας. xyxy=(165,1632,380,1728)
world-box xyxy=(1398,138,1588,178)
row-value: 159.50 xyxy=(297,538,331,549)
table-row xyxy=(165,354,380,367)
article-text: Ἐντὸς τῆς ἐν τῇ Βουλῇ ἐπιφυλάξεως τοῦ βουλευτοῦ Τριφυλίας κ. Πετρίτση διωρίσθησαν οἱ ἀγροφύλακες τοῦ Ὑπουργείου τῶν Ἐσωτερικῶν. xyxy=(644,1305,862,1359)
row-label: Ἠλεκτρικὴ xyxy=(167,433,220,444)
ad-text: «Ὁ δὲ ἀνων, διὰ τοῦ ὁποίου εἰς βραχύν χρόνον μανθάνεται τελείως ἡ Στενογραφία». Ἡ ἀποκλειστικὴ πώλησις ἐν τῇ βιβλιοπωλείῳ τῶν κ. Ἐλευθερουδάκη. Ἡ πώλησις τοῦ βιβλίου παρ' ἡμῖν ἢ παρὰ τῷ ἰδίῳ. xyxy=(1130,1059,1388,1127)
table-row xyxy=(165,228,380,241)
row-label: Ἑταιρ. Ἀτμ. καὶ Ἀγρ. Ἔργων xyxy=(167,355,304,366)
row-label: Βιομ. Πίστεως τῆς Ἑλλάδος xyxy=(167,229,303,240)
ad-subheading: Ν. ΒΑΚΤΑΛΟΠΟΥΛΟΥ xyxy=(1185,747,1333,763)
list-item: —Ἀπὸ Ἀθήνας εἰς Σμύρνην, δρ. 3.10. xyxy=(1398,926,1588,952)
section-subheading: ΤΟΥ ΒΑΛΗ ΘΕΣΣΑΛΟΝΙΚΗΣ xyxy=(418,397,606,413)
article-text: Πλὴν ὅμως θὰ εἶνε τὸ ποσὸν τῆς ὁριστικῆς ἐγγυήσεως οὐδεὶς γνωρίζει μέχρι τοῦδε. xyxy=(165,704,380,744)
list-item: —Ἔργα Ἰουλίου Βέρνη, δρ. 4.50. xyxy=(1398,957,1572,969)
ad-items xyxy=(1130,1375,1588,1541)
article-text: Ἀνετέθησαν τὰ καθήκοντα τοῦ ἀνθυπολοχαγοῦ τοῦ Πεζικοῦ εἰς τὸν Γεώργιον Παπαδόπουλον. Διωρίσθη ὁ κ. Ἀναστάσιος Τσουρίνης εἰς τὸν Ἀνώτερον Σταθμὸν Ἀθηνῶν. xyxy=(872,613,1120,681)
table-row xyxy=(165,215,380,228)
row-value: 36.30 xyxy=(350,494,378,505)
article-text: Ὁ Αὐτοκράτωρ Γουλιέλμος ἀναχωρῶν ἐκ Κοπεγχάγης ἀπέστειλε πρὸς τὸν Βασιλέα τῆς Δανίας τὸ ἑξῆς τηλεγράφημα: «Τῆς καρδίας μου οἱ παλμοὶ μὲ ἀπομακρύνουν ἐκ τῆς Δανίας ἀλλὰ αἱ ἀναμνήσεις μου θὰ μείνωσιν ἀλησμόνητοι». xyxy=(872,320,1120,402)
section-heading: Η ΠΕΡΙΟΔΕΙΑ xyxy=(456,373,568,393)
article-text: Τὸ ἔναντι τοῦ Χρηματιστηρίου φωτογραφεῖον Α. Παπαδοπούλου μετεφέρθη ἐπὶ τῆς ὁδοῦ Εὐριπίδου ἀριθ. 18 παρὰ τὸν ναὸν τῶν Ἁγίων Θεοδώρων. xyxy=(1398,267,1588,335)
list-item: —Σαρλότ, δρ. 1.50. xyxy=(1398,974,1501,986)
